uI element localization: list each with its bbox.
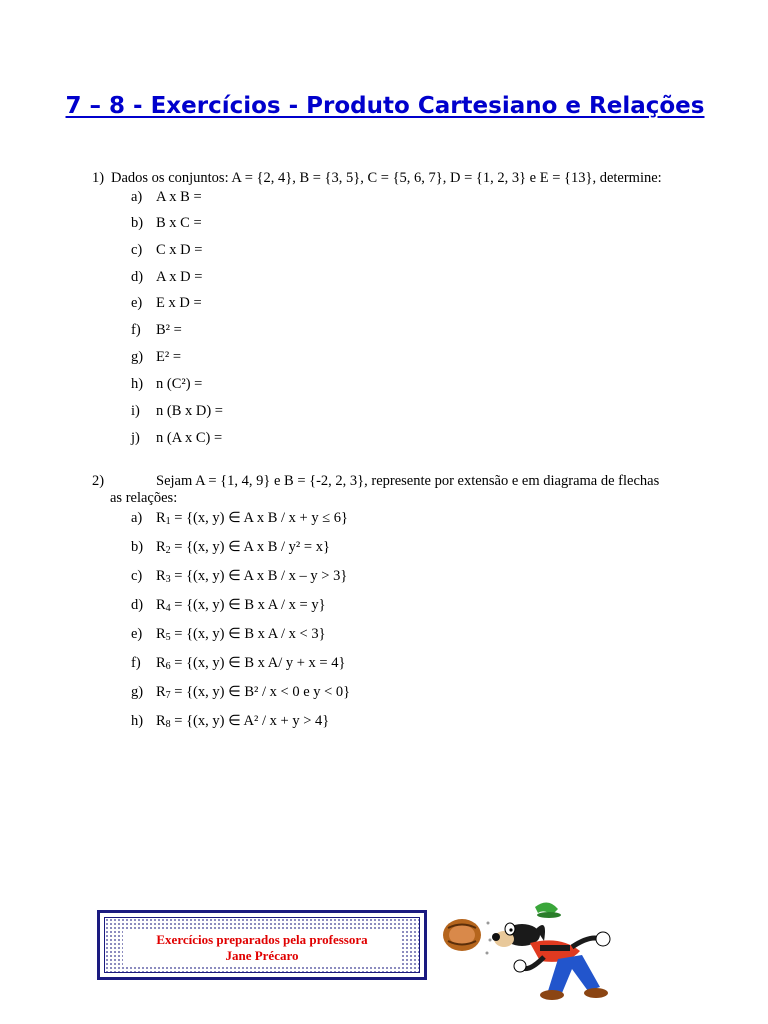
relation-index: 5: [165, 632, 171, 643]
question-number: 1): [92, 170, 105, 186]
relation-item: [131, 568, 347, 585]
relation-symbol: R: [156, 539, 166, 555]
relation-index: 8: [165, 719, 171, 730]
item-letter: d): [131, 597, 144, 613]
relation-item: [131, 539, 330, 556]
exercise-item: [131, 322, 182, 339]
relation-item: [131, 713, 329, 730]
item-text: E² =: [156, 349, 182, 365]
item-letter: b): [131, 215, 144, 231]
item-letter: b): [131, 539, 144, 555]
item-letter: g): [131, 349, 144, 365]
relation-symbol: R: [156, 568, 166, 584]
question-text-continuation: as relações:: [110, 490, 178, 506]
item-letter: i): [131, 403, 140, 419]
item-text: n (B x D) =: [156, 403, 223, 419]
author-credit-text: [123, 930, 401, 966]
exercise-item: [131, 295, 202, 312]
item-letter: c): [131, 242, 143, 258]
author-credit-box: [97, 910, 427, 980]
relation-symbol: R: [156, 684, 166, 700]
relation-definition: = {(x, y) ∈ B² / x < 0 e y < 0}: [170, 684, 351, 700]
item-letter: f): [131, 655, 141, 671]
relation-symbol: R: [156, 655, 166, 671]
relation-index: 7: [165, 690, 171, 701]
exercise-item: [131, 403, 223, 420]
item-letter: e): [131, 295, 143, 311]
item-text: A x B =: [156, 189, 202, 205]
relation-definition: = {(x, y) ∈ A x B / x + y ≤ 6}: [170, 510, 349, 526]
item-text: A x D =: [156, 269, 203, 285]
question-1-intro: [92, 170, 662, 187]
item-letter: h): [131, 713, 144, 729]
item-letter: g): [131, 684, 144, 700]
item-text: E x D =: [156, 295, 202, 311]
dotted-frame: [104, 917, 420, 973]
item-letter: f): [131, 322, 141, 338]
relation-symbol: R: [156, 626, 166, 642]
item-letter: d): [131, 269, 144, 285]
item-letter: a): [131, 189, 143, 205]
relation-index: 3: [165, 574, 171, 585]
item-text: n (A x C) =: [156, 430, 223, 446]
relation-definition: = {(x, y) ∈ B x A/ y + x = 4}: [170, 655, 346, 671]
exercise-item: [131, 376, 202, 393]
relation-definition: = {(x, y) ∈ A² / x + y > 4}: [170, 713, 330, 729]
relation-item: [131, 684, 350, 701]
item-letter: e): [131, 626, 143, 642]
relation-index: 4: [165, 603, 171, 614]
exercise-item: [131, 242, 202, 259]
relation-index: 6: [165, 661, 171, 672]
relation-item: [131, 626, 326, 643]
relation-symbol: R: [156, 597, 166, 613]
exercise-item: [131, 189, 202, 206]
relation-definition: = {(x, y) ∈ A x B / x – y > 3}: [170, 568, 348, 584]
relation-item: [131, 597, 326, 614]
goofy-cartoon-illustration: [440, 895, 620, 1005]
exercise-item: [131, 430, 222, 447]
relation-definition: = {(x, y) ∈ B x A / x < 3}: [170, 626, 326, 642]
question-number: 2): [92, 473, 105, 489]
item-text: n (C²) =: [156, 376, 203, 392]
item-letter: j): [131, 430, 140, 446]
relation-item: [131, 655, 345, 672]
relation-index: 1: [165, 516, 171, 527]
page-title: 7 – 8 - Exercícios - Produto Cartesiano e Relações: [65, 93, 705, 119]
credit-line-1: Exercícios preparados pela professora: [156, 932, 368, 947]
question-2-intro: [92, 473, 707, 507]
exercise-item: [131, 215, 202, 232]
relation-symbol: R: [156, 713, 166, 729]
item-text: C x D =: [156, 242, 203, 258]
item-letter: c): [131, 568, 143, 584]
credit-line-2: Jane Précaro: [225, 948, 299, 963]
relation-item: [131, 510, 348, 527]
relation-definition: = {(x, y) ∈ B x A / x = y}: [170, 597, 326, 613]
exercise-item: [131, 349, 181, 366]
item-letter: h): [131, 376, 144, 392]
item-text: B² =: [156, 322, 182, 338]
item-letter: a): [131, 510, 143, 526]
relation-symbol: R: [156, 510, 166, 526]
relation-index: 2: [165, 545, 171, 556]
exercise-item: [131, 269, 202, 286]
relation-definition: = {(x, y) ∈ A x B / y² = x}: [170, 539, 330, 555]
question-text: Sejam A = {1, 4, 9} e B = {-2, 2, 3}, represente por extensão e em diagrama de flechas: [156, 473, 660, 489]
question-text: Dados os conjuntos: A = {2, 4}, B = {3, 5}, C = {5, 6, 7}, D = {1, 2, 3} e E = {13}, determine:: [111, 170, 662, 186]
item-text: B x C =: [156, 215, 202, 231]
